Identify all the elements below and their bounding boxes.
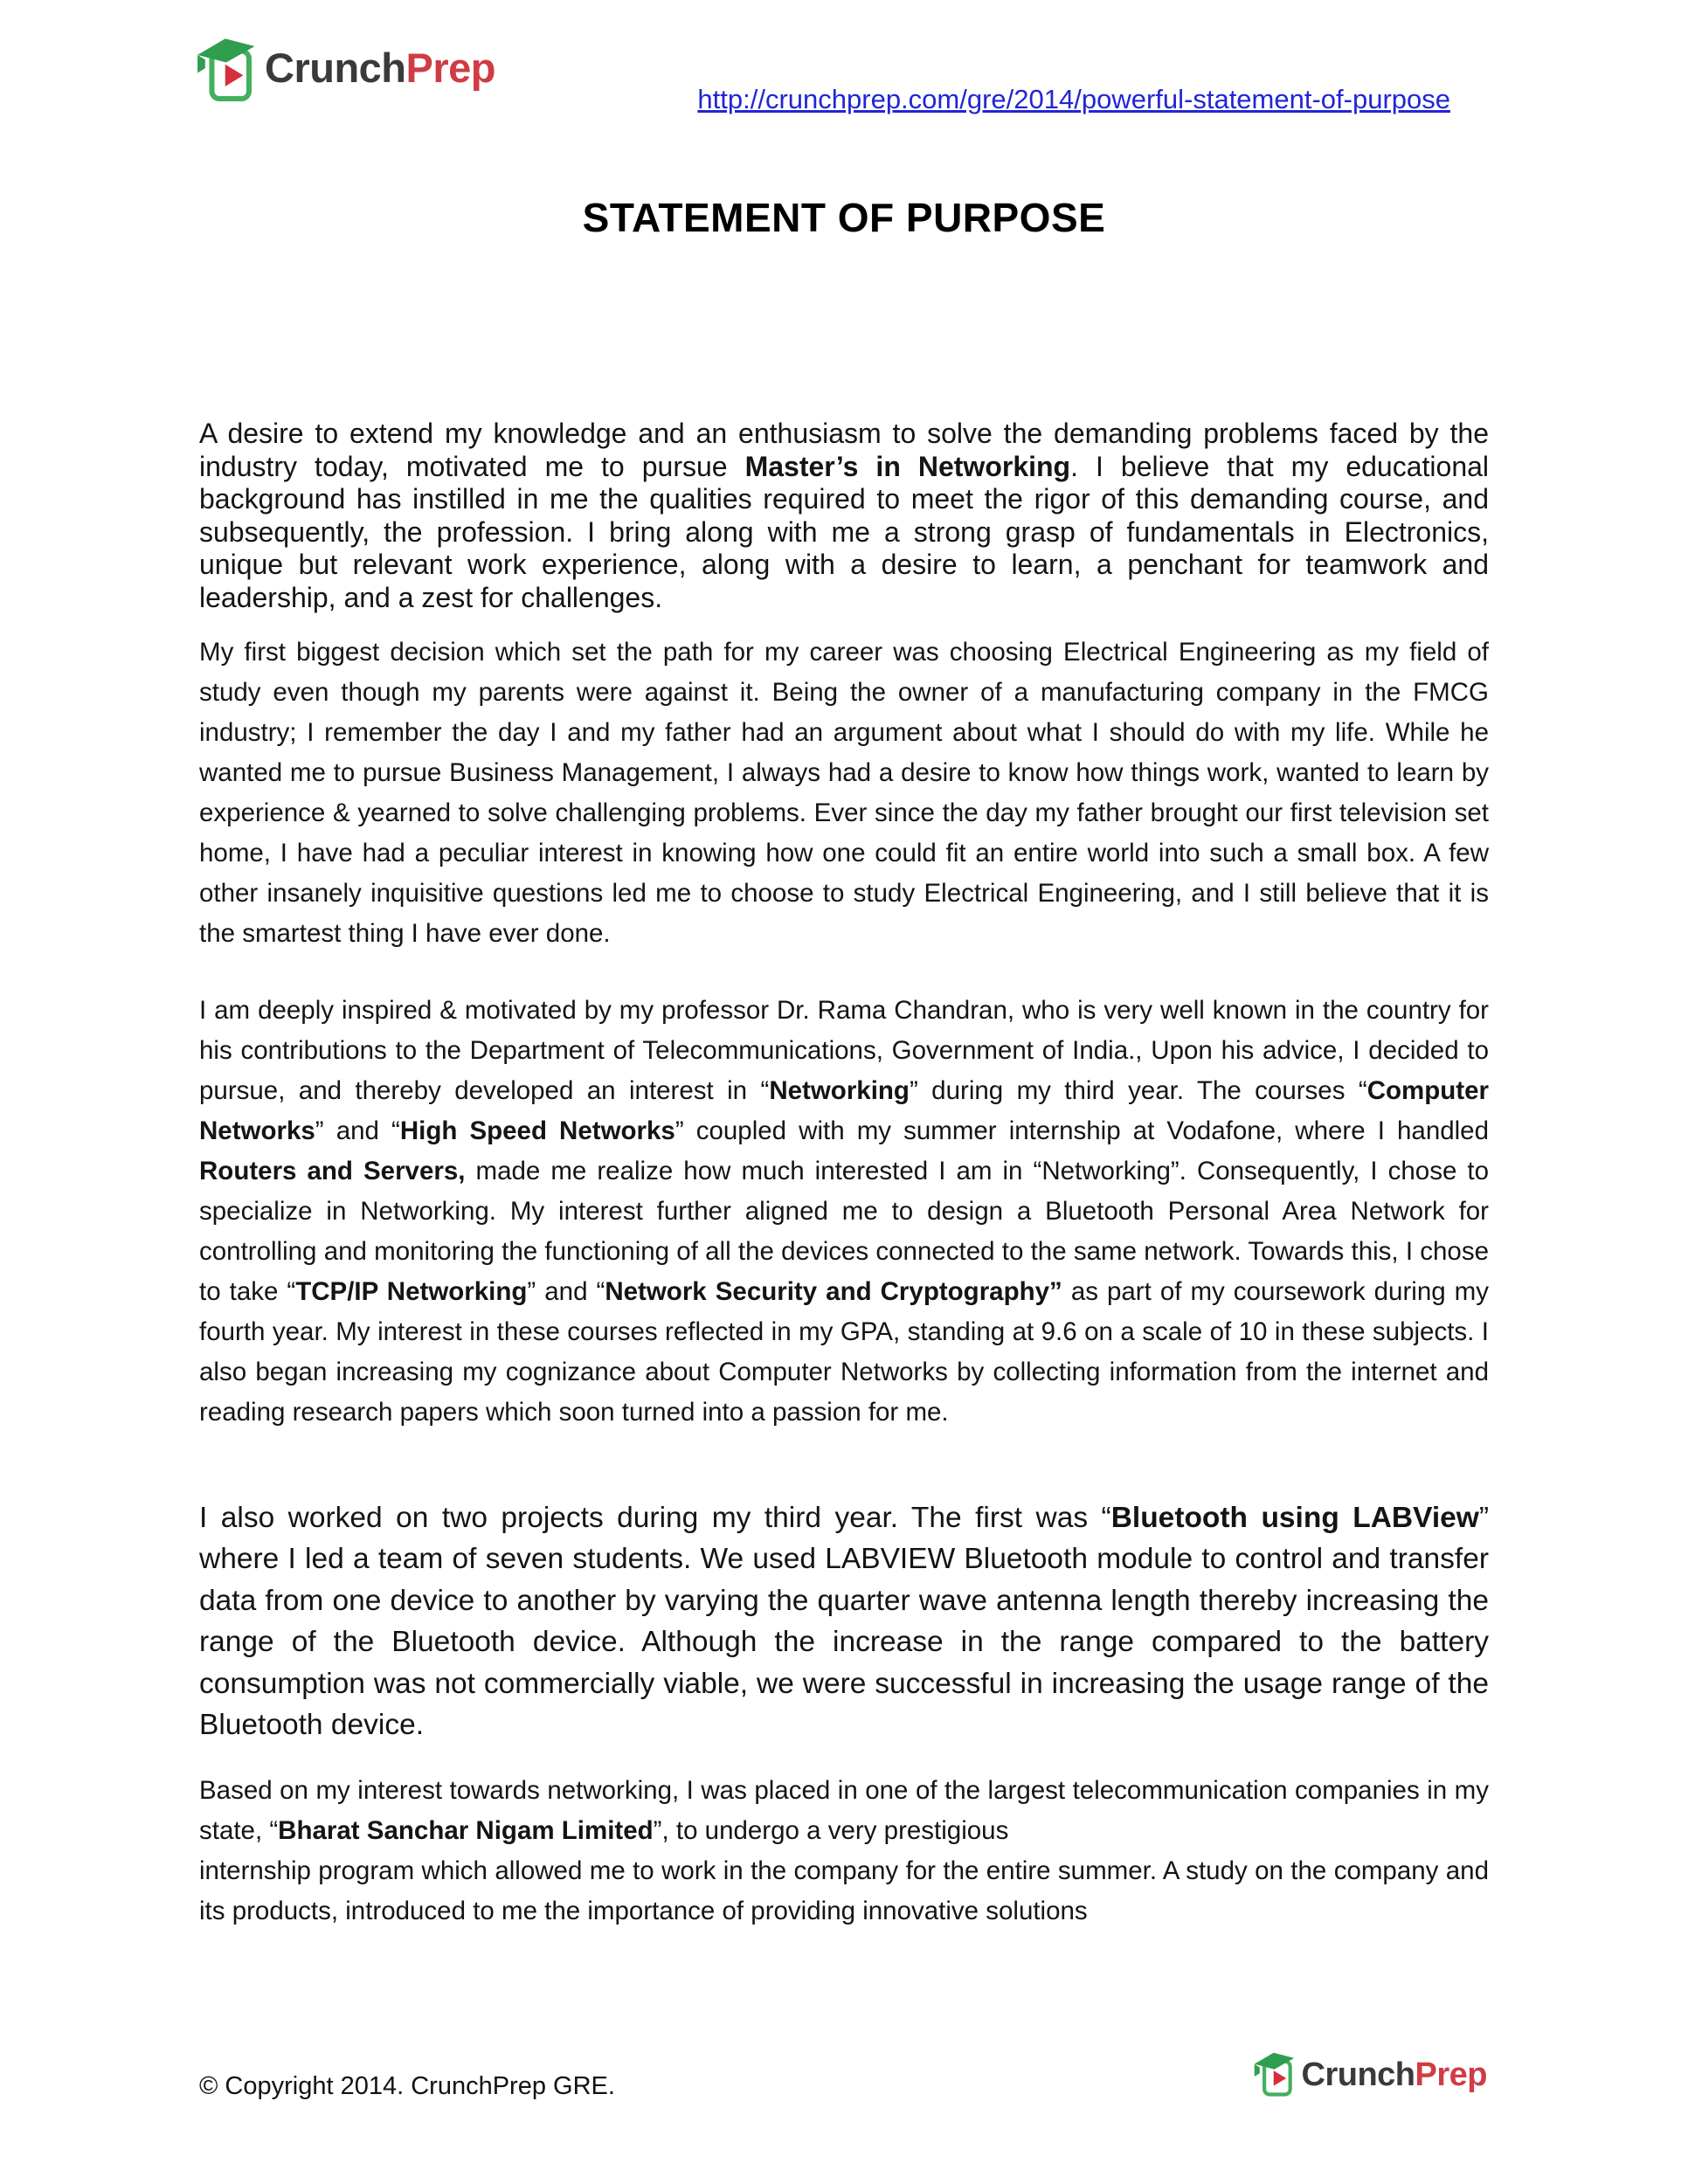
paragraph: Based on my interest towards networking, I was placed in one of the largest telecommunication companies in my state, “Bharat Sanchar Nigam Limited”, to undergo a very prestigious internship program which allowed me to work in the company for the entire summer. A study on the company and its products, introduced to me the importance of providing innovative solutions — [199, 1775, 1489, 1925]
paragraph: My first biggest decision which set the path for my career was choosing Electrical Engineering as my field of study even though my parents were against it. Being the owner of a manufacturing company in the FMCG industry; I remember the day I and my father had an argument about what I should do with my life. While he wanted me to pursue Business Management, I always had a desire to know how things work, wanted to learn by experience & yearned to solve challenging problems. Ever since the day my father brought our first television set home, I have had a peculiar interest in knowing how one could fit an entire world into such a small box. A few other insanely inquisitive questions led me to choose to study Electrical Engineering, and I still believe that it is the smartest thing I have ever done. — [199, 637, 1489, 948]
crunchprep-logo-icon — [197, 31, 259, 103]
footer-crunchprep-logo — [1254, 2048, 1487, 2102]
paragraph: I also worked on two projects during my third year. The first was “Bluetooth using LABView” where I led a team of seven students. We used LABVIEW Bluetooth module to control and transfer data from one device to another by varying the quarter wave antenna length thereby increasing the range of the Bluetooth device. Although the increase in the range compared to the battery consumption was not commercially viable, we were successful in increasing the usage range of the Bluetooth device. — [199, 1501, 1489, 1742]
paragraph: I am deeply inspired & motivated by my professor Dr. Rama Chandran, who is very well known in the country for his contributions to the Department of Telecommunications, Government of India., Upon his advice, I decided to pursue, and thereby developed an interest in “Networking” during my third year. The courses “Computer Networks” and “High Speed Networks” coupled with my summer internship at Vodafone, where I handled Routers and Servers, made me realize how much interested I am in “Networking”. Consequently, I chose to specialize in Networking. My interest further aligned me to design a Bluetooth Personal Area Network for controlling and monitoring the functioning of all the devices connected to the same network. Towards this, I chose to take “TCP/IP Networking” and “Network Security and Cryptography” as part of my coursework during my fourth year. My interest in these courses reflected in my GPA, standing at 9.6 on a scale of 10 in these subjects. I also began increasing my cognizance about Computer Networks by collecting information from the internet and reading research papers which soon turned into a passion for me. — [199, 995, 1489, 1427]
brand-text — [1302, 2058, 1487, 2091]
brand-part1: Crunch — [1301, 2056, 1415, 2093]
brand-part2: Prep — [405, 44, 495, 91]
paragraph: A desire to extend my knowledge and an enthusiasm to solve the demanding problems faced by the industry today, motivated me to pursue Master’s in Networking. I believe that my educational background has instilled in me the qualities required to meet the rigor of this demanding course, and subsequently, the profession. I bring along with me a strong grasp of fundamentals in Electronics, unique but relevant work experience, along with a desire to learn, a penchant for teamwork and leadership, and a zest for challenges. — [199, 418, 1490, 613]
brand-part1: Crunch — [265, 44, 406, 91]
brand-part2: Prep — [1415, 2056, 1487, 2093]
copyright-text: © Copyright 2014. CrunchPrep GRE. — [199, 2072, 615, 2100]
source-url-link[interactable]: http://crunchprep.com/gre/2014/powerful-statement-of-purpose — [697, 84, 1450, 114]
crunchprep-logo-icon — [1254, 2048, 1297, 2102]
page-title: STATEMENT OF PURPOSE — [582, 195, 1106, 240]
crunchprep-logo — [197, 31, 495, 103]
document-body — [199, 418, 1489, 1968]
brand-text — [265, 44, 495, 91]
